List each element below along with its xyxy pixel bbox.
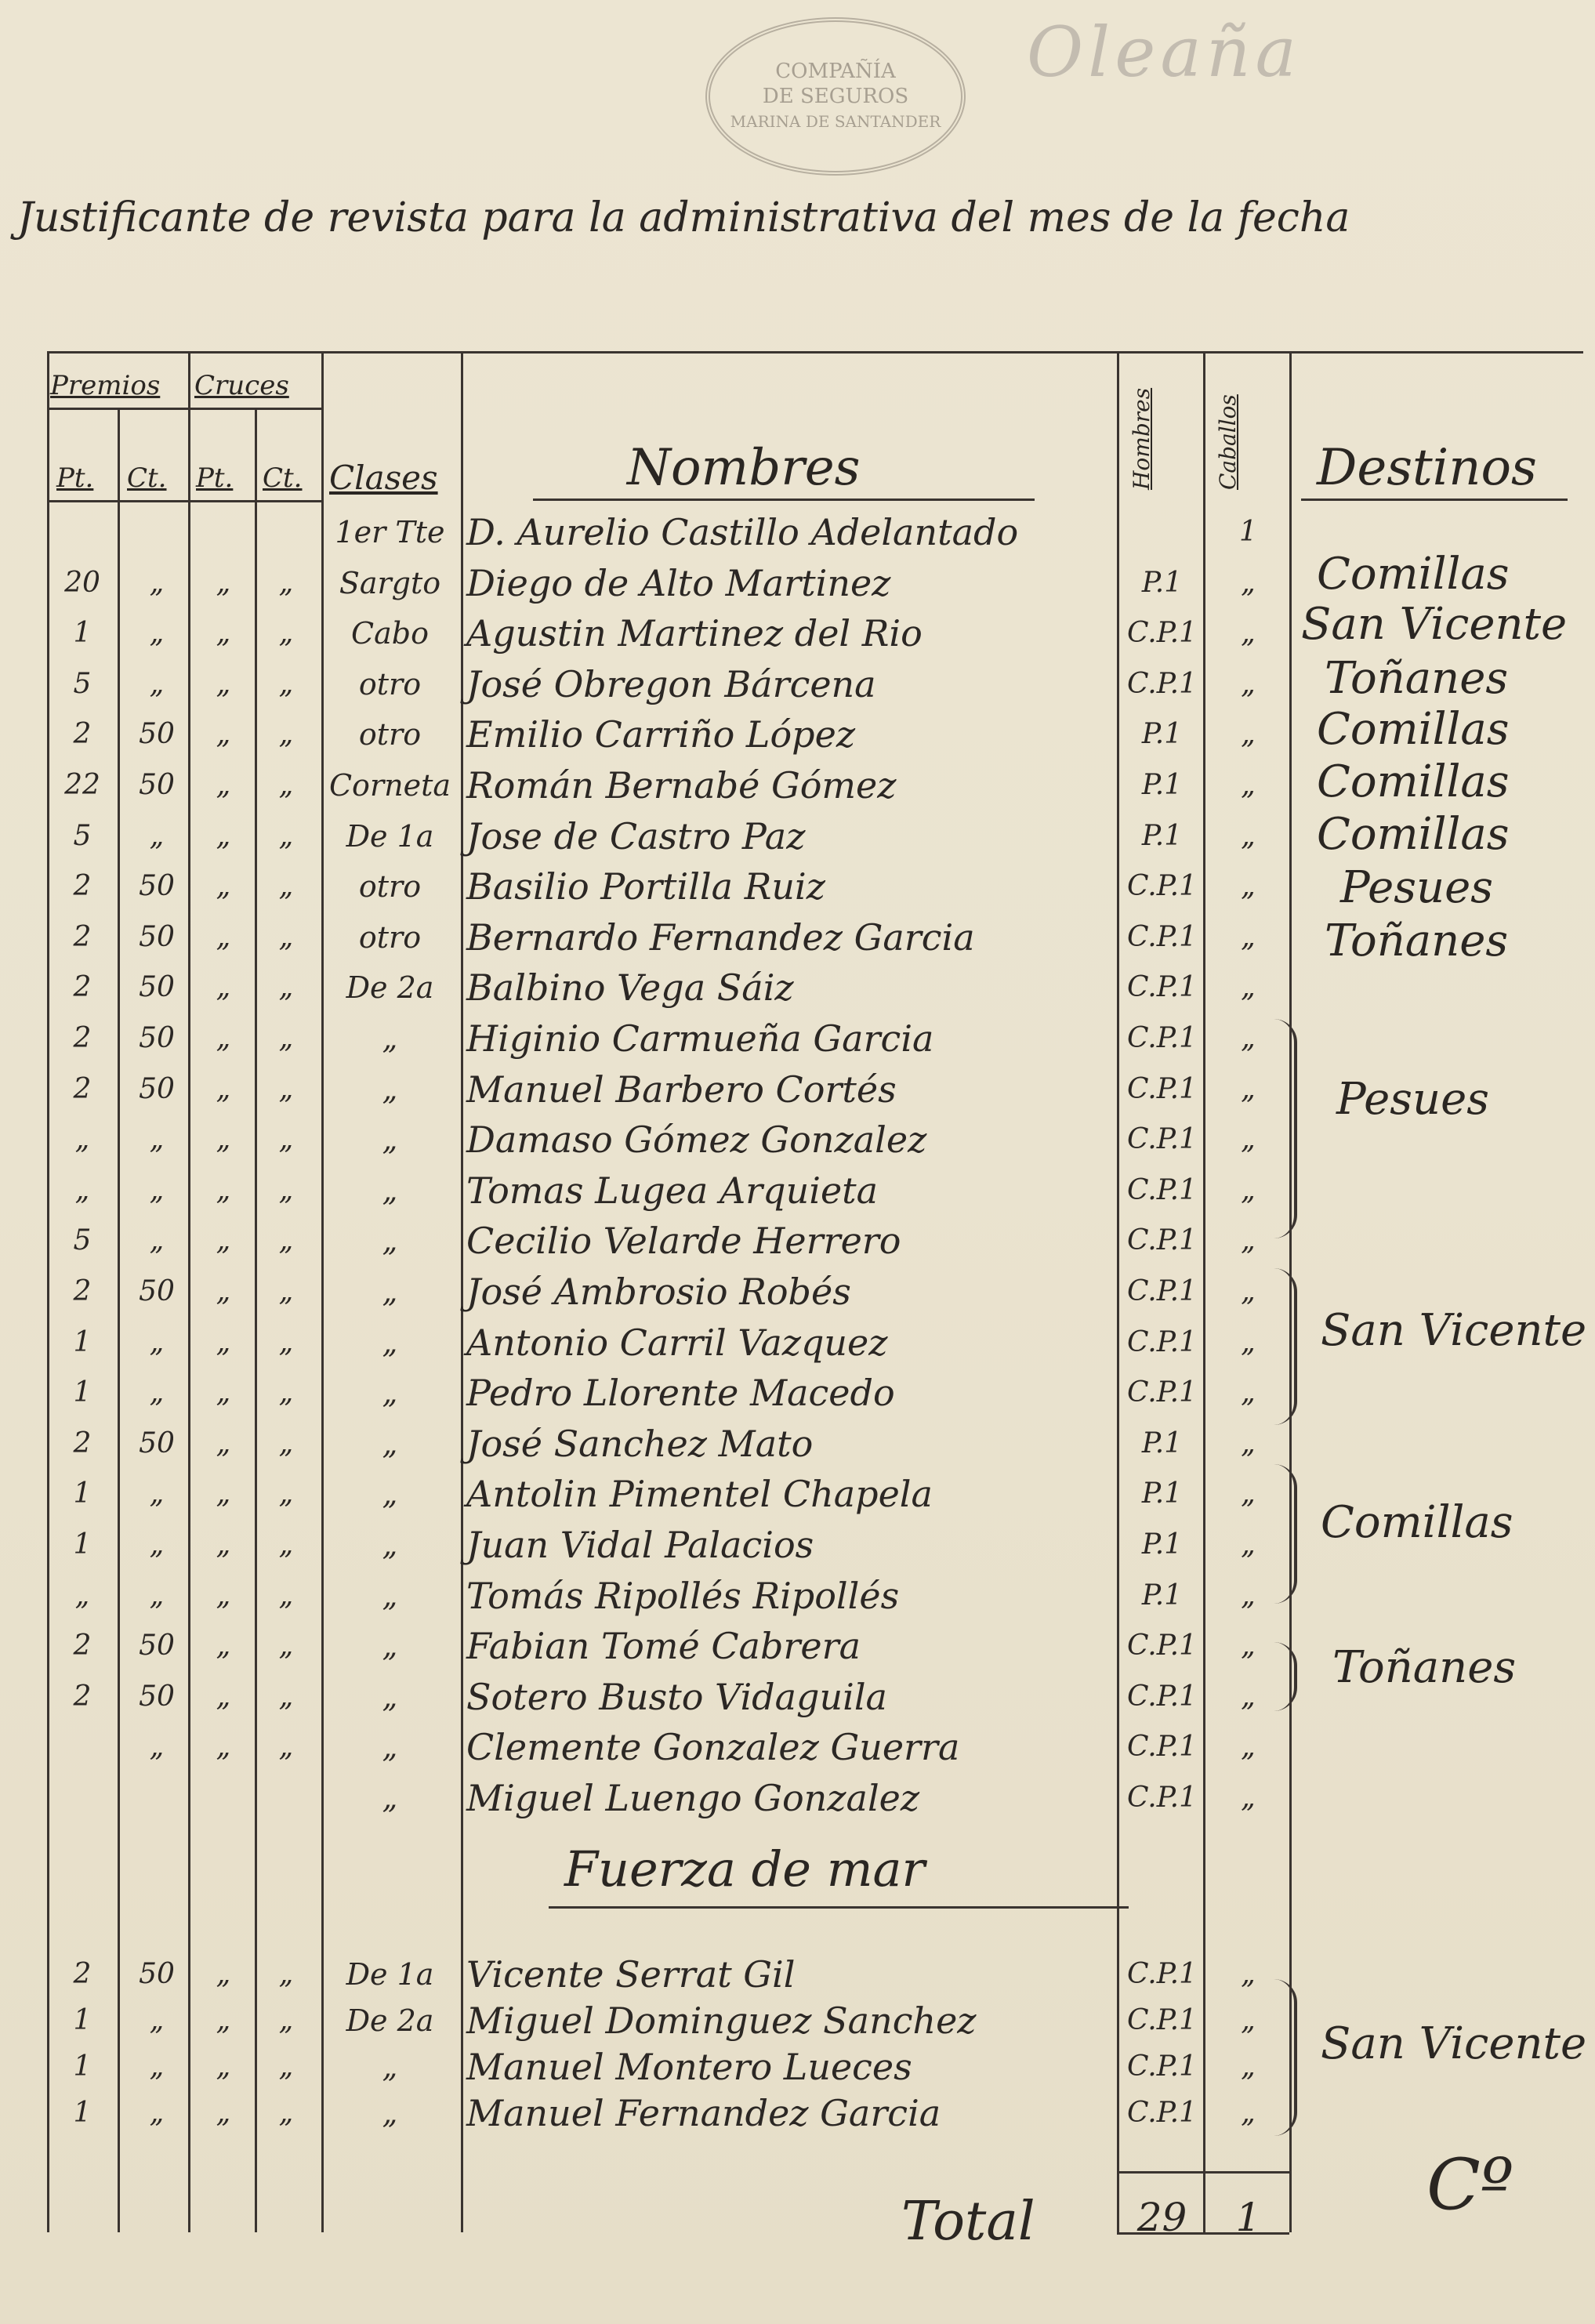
- hombres-cell: P.1: [1141, 1477, 1183, 1510]
- premio-centimos: 50: [139, 1680, 175, 1713]
- nombre-cell: Damaso Gómez Gonzalez: [466, 1118, 927, 1162]
- cruz-centimos: „: [278, 1427, 294, 1459]
- nombre-cell: Pedro Llorente Macedo: [466, 1372, 895, 1415]
- cruz-pesetas: „: [216, 617, 231, 650]
- clase-cell: De 2a: [346, 2003, 434, 2038]
- total-caballos: 1: [1235, 2195, 1261, 2240]
- hombres-cell: C.P.1: [1127, 1630, 1197, 1662]
- cruz-pesetas: „: [216, 920, 231, 953]
- nombre-cell: Antonio Carril Vazquez: [466, 1321, 888, 1364]
- cruz-centimos: „: [278, 1528, 294, 1561]
- clase-cell: otro: [358, 717, 422, 752]
- hombres-cell: C.P.1: [1127, 1731, 1197, 1764]
- cruz-pesetas: „: [216, 1680, 231, 1713]
- premio-centimos: 50: [139, 1275, 175, 1307]
- cruz-pesetas: „: [216, 1022, 231, 1054]
- table-row: [0, 1216, 1595, 1265]
- premio-centimos: 50: [139, 1022, 175, 1054]
- caballos-cell: „: [1241, 1072, 1256, 1105]
- cruz-pesetas: „: [216, 819, 231, 852]
- header-clases: Clases: [329, 459, 438, 497]
- destino-group-label: Toñanes: [1332, 1642, 1517, 1693]
- cruz-centimos: „: [278, 2004, 294, 2036]
- premio-centimos: 50: [139, 971, 175, 1004]
- caballos-cell: „: [1241, 1224, 1256, 1257]
- premio-centimos: „: [149, 2004, 165, 2036]
- cruz-centimos: „: [278, 920, 294, 953]
- group-brace: [1274, 1268, 1297, 1425]
- caballos-cell: „: [1241, 971, 1256, 1004]
- caballos-cell: 1: [1239, 516, 1257, 548]
- header-nombres: Nombres: [627, 439, 861, 497]
- clase-cell: „: [382, 2050, 398, 2084]
- cruz-pesetas: „: [216, 1579, 231, 1612]
- table-top-rule: [47, 351, 1583, 353]
- clase-cell: Corneta: [328, 768, 451, 803]
- premio-pesetas: 2: [73, 1630, 92, 1662]
- cruz-pesetas: „: [216, 566, 231, 599]
- nombre-cell: Vicente Serrat Gil: [466, 1953, 796, 1996]
- premio-centimos: 50: [139, 718, 175, 751]
- hombres-cell: C.P.1: [1127, 1173, 1197, 1206]
- nombre-cell: Clemente Gonzalez Guerra: [466, 1726, 960, 1769]
- destino-label: Toñanes: [1325, 653, 1509, 704]
- premio-centimos: „: [149, 1173, 165, 1206]
- header-ct: Ct.: [263, 462, 303, 494]
- ink-stamp: [705, 17, 966, 176]
- hombres-cell: C.P.1: [1127, 1782, 1197, 1814]
- caballos-cell: „: [1241, 1579, 1256, 1612]
- cruz-pesetas: „: [216, 667, 231, 700]
- cruz-centimos: „: [278, 667, 294, 700]
- header-pt: Pt.: [196, 462, 234, 494]
- caballos-cell: „: [1241, 1325, 1256, 1358]
- caballos-cell: „: [1241, 1630, 1256, 1662]
- table-row: [0, 1572, 1595, 1620]
- clase-cell: „: [382, 1376, 398, 1411]
- cruz-centimos: „: [278, 1731, 294, 1764]
- hombres-cell: C.P.1: [1127, 1680, 1197, 1713]
- premio-centimos: „: [149, 1325, 165, 1358]
- clase-cell: „: [382, 1477, 398, 1512]
- clase-cell: „: [382, 1781, 398, 1815]
- clase-cell: „: [382, 1679, 398, 1714]
- table-row: [0, 963, 1595, 1012]
- header-caballos: Caballos: [1215, 394, 1241, 490]
- cruz-centimos: „: [278, 2050, 294, 2083]
- header-premios: Premios: [50, 370, 161, 401]
- hombres-cell: C.P.1: [1127, 667, 1197, 700]
- premio-centimos: „: [149, 1376, 165, 1409]
- hombres-cell: C.P.1: [1127, 1958, 1197, 1990]
- premio-pesetas: 2: [73, 1022, 92, 1054]
- premio-pesetas: „: [74, 1579, 90, 1612]
- cruz-centimos: „: [278, 1680, 294, 1713]
- hombres-cell: P.1: [1141, 819, 1183, 852]
- cruz-centimos: „: [278, 1224, 294, 1257]
- cruz-centimos: „: [278, 566, 294, 599]
- hombres-cell: C.P.1: [1127, 1072, 1197, 1105]
- caballos-cell: „: [1241, 870, 1256, 903]
- premio-pesetas: 2: [73, 1958, 92, 1990]
- premio-centimos: 50: [139, 1072, 175, 1105]
- clase-cell: „: [382, 1173, 398, 1208]
- destino-label: Pesues: [1340, 862, 1493, 913]
- destino-label: San Vicente: [1301, 599, 1568, 650]
- nombre-cell: D. Aurelio Castillo Adelantado: [466, 511, 1019, 553]
- section-subheading: Fuerza de mar: [564, 1840, 926, 1898]
- premio-pesetas: 2: [73, 870, 92, 903]
- hombres-cell: C.P.1: [1127, 1022, 1197, 1054]
- pencil-note: Oleaña: [1027, 12, 1301, 92]
- hombres-cell: C.P.1: [1127, 870, 1197, 903]
- caballos-cell: „: [1241, 819, 1256, 852]
- premios-rule: [47, 408, 321, 410]
- nombre-cell: Jose de Castro Paz: [466, 814, 806, 857]
- header-destinos: Destinos: [1317, 439, 1537, 497]
- header-hombres: Hombres: [1129, 387, 1155, 490]
- document-title: Justificante de revista para la administrativa del mes de la fecha: [17, 194, 1350, 241]
- nombre-cell: Cecilio Velarde Herrero: [466, 1220, 901, 1263]
- premio-pesetas: 2: [73, 971, 92, 1004]
- premio-centimos: „: [149, 819, 165, 852]
- caballos-cell: „: [1241, 1731, 1256, 1764]
- premio-pesetas: 1: [73, 2097, 92, 2129]
- hombres-cell: C.P.1: [1127, 1325, 1197, 1358]
- hombres-cell: C.P.1: [1127, 1224, 1197, 1257]
- cruz-centimos: „: [278, 1579, 294, 1612]
- nombre-cell: Miguel Dominguez Sanchez: [466, 2000, 977, 2042]
- table-row: [0, 1950, 1595, 1999]
- caballos-cell: „: [1241, 1528, 1256, 1561]
- premio-centimos: „: [149, 2050, 165, 2083]
- header-rule: [47, 500, 321, 502]
- stamp-line: DE SEGUROS: [762, 85, 909, 108]
- clase-cell: „: [382, 1730, 398, 1765]
- destino-group-label: San Vicente: [1321, 1305, 1587, 1356]
- destinos-underline: [1301, 499, 1568, 501]
- cruz-pesetas: „: [216, 1173, 231, 1206]
- clase-cell: otro: [358, 919, 422, 955]
- premio-pesetas: 1: [73, 1528, 92, 1561]
- caballos-cell: „: [1241, 1275, 1256, 1307]
- clase-cell: „: [382, 1071, 398, 1107]
- caballos-cell: „: [1241, 920, 1256, 953]
- premio-pesetas: 2: [73, 1072, 92, 1105]
- premio-centimos: „: [149, 1123, 165, 1156]
- premio-pesetas: „: [74, 1173, 90, 1206]
- cruz-pesetas: „: [216, 1427, 231, 1459]
- premio-centimos: „: [149, 1477, 165, 1510]
- cruz-pesetas: „: [216, 1275, 231, 1307]
- clase-cell: „: [382, 1325, 398, 1360]
- destino-label: Comillas: [1317, 704, 1510, 755]
- caballos-cell: „: [1241, 1022, 1256, 1054]
- hombres-cell: C.P.1: [1127, 1123, 1197, 1156]
- premio-pesetas: 5: [73, 819, 92, 852]
- clase-cell: De 1a: [346, 1957, 434, 1992]
- caballos-cell: „: [1241, 667, 1256, 700]
- hombres-cell: C.P.1: [1127, 1275, 1197, 1307]
- caballos-cell: „: [1241, 1123, 1256, 1156]
- group-brace: [1274, 1019, 1297, 1238]
- cruz-centimos: „: [278, 718, 294, 751]
- clase-cell: „: [382, 2096, 398, 2130]
- cruz-centimos: „: [278, 1022, 294, 1054]
- premio-pesetas: 1: [73, 2004, 92, 2036]
- cruz-pesetas: „: [216, 870, 231, 903]
- nombre-cell: Fabian Tomé Cabrera: [466, 1625, 861, 1668]
- total-hombres: 29: [1136, 2195, 1187, 2240]
- caballos-cell: „: [1241, 2050, 1256, 2083]
- cruz-pesetas: „: [216, 1630, 231, 1662]
- cruz-pesetas: „: [216, 2004, 231, 2036]
- cruz-centimos: „: [278, 1173, 294, 1206]
- caballos-cell: „: [1241, 1376, 1256, 1409]
- table-row: [0, 1774, 1595, 1822]
- cruz-centimos: „: [278, 1325, 294, 1358]
- caballos-cell: „: [1241, 1173, 1256, 1206]
- cruz-pesetas: „: [216, 2097, 231, 2129]
- cruz-centimos: „: [278, 1477, 294, 1510]
- nombre-cell: Emilio Carriño López: [466, 713, 856, 756]
- header-ct: Ct.: [127, 462, 167, 494]
- table-row: [0, 1369, 1595, 1417]
- premio-pesetas: 2: [73, 718, 92, 751]
- nombre-cell: Manuel Barbero Cortés: [466, 1068, 897, 1111]
- stamp-line: MARINA DE SANTANDER: [730, 112, 941, 131]
- cruz-pesetas: „: [216, 1376, 231, 1409]
- cruz-pesetas: „: [216, 1325, 231, 1358]
- nombre-cell: Diego de Alto Martinez: [466, 561, 891, 604]
- premio-centimos: 50: [139, 920, 175, 953]
- nombres-underline: [533, 499, 1035, 501]
- clase-cell: otro: [358, 666, 422, 702]
- premio-centimos: 50: [139, 769, 175, 801]
- nombre-cell: Bernardo Fernandez Garcia: [466, 915, 975, 959]
- caballos-cell: „: [1241, 617, 1256, 650]
- premio-centimos: „: [149, 1528, 165, 1561]
- caballos-cell: „: [1241, 1477, 1256, 1510]
- nombre-cell: José Sanchez Mato: [466, 1422, 814, 1465]
- total-label: Total: [901, 2191, 1035, 2253]
- clase-cell: otro: [358, 869, 422, 905]
- clase-cell: Sargto: [339, 565, 441, 600]
- premio-centimos: 50: [139, 1630, 175, 1662]
- signature: Cº: [1426, 2144, 1514, 2226]
- cruz-pesetas: „: [216, 1958, 231, 1990]
- group-brace: [1274, 1979, 1297, 2136]
- destino-label: Comillas: [1317, 549, 1510, 600]
- cruz-pesetas: „: [216, 971, 231, 1004]
- clase-cell: „: [382, 1224, 398, 1259]
- nombre-cell: Manuel Fernandez Garcia: [466, 2092, 941, 2134]
- cruz-centimos: „: [278, 1275, 294, 1307]
- premio-pesetas: 2: [73, 1427, 92, 1459]
- cruz-centimos: „: [278, 819, 294, 852]
- premio-pesetas: 1: [73, 2050, 92, 2083]
- hombres-cell: C.P.1: [1127, 971, 1197, 1004]
- clase-cell: Cabo: [351, 616, 429, 651]
- hombres-cell: P.1: [1141, 1528, 1183, 1561]
- cruz-centimos: „: [278, 1123, 294, 1156]
- premio-centimos: „: [149, 2097, 165, 2129]
- premio-pesetas: 2: [73, 1680, 92, 1713]
- cruz-pesetas: „: [216, 1224, 231, 1257]
- table-row: [0, 1166, 1595, 1215]
- nombre-cell: Juan Vidal Palacios: [466, 1524, 814, 1566]
- cruz-centimos: „: [278, 2097, 294, 2129]
- destino-group-label: Pesues: [1336, 1074, 1489, 1125]
- premio-centimos: „: [149, 1731, 165, 1764]
- clase-cell: 1er Tte: [335, 515, 445, 549]
- premio-centimos: „: [149, 1579, 165, 1612]
- premio-pesetas: 1: [73, 1477, 92, 1510]
- clase-cell: De 2a: [346, 970, 434, 1006]
- clase-cell: „: [382, 1021, 398, 1056]
- premio-centimos: 50: [139, 870, 175, 903]
- cruz-centimos: „: [278, 617, 294, 650]
- cruz-pesetas: „: [216, 718, 231, 751]
- destino-label: Toñanes: [1325, 915, 1509, 966]
- clase-cell: „: [382, 1274, 398, 1309]
- total-rule-top: [1117, 2171, 1289, 2174]
- hombres-cell: P.1: [1141, 769, 1183, 801]
- subheading-underline: [549, 1906, 1129, 1909]
- group-brace: [1274, 1464, 1297, 1604]
- nombre-cell: Basilio Portilla Ruiz: [466, 865, 825, 908]
- hombres-cell: P.1: [1141, 1579, 1183, 1612]
- cruz-centimos: „: [278, 870, 294, 903]
- nombre-cell: Tomas Lugea Arquieta: [466, 1169, 879, 1212]
- table-row: [0, 1014, 1595, 1063]
- hombres-cell: C.P.1: [1127, 920, 1197, 953]
- nombre-cell: José Ambrosio Robés: [466, 1271, 851, 1313]
- nombre-cell: Manuel Montero Lueces: [466, 2046, 912, 2088]
- header-pt: Pt.: [56, 462, 94, 494]
- hombres-cell: P.1: [1141, 1427, 1183, 1459]
- hombres-cell: P.1: [1141, 718, 1183, 751]
- premio-centimos: „: [149, 617, 165, 650]
- hombres-cell: P.1: [1141, 566, 1183, 599]
- premio-centimos: 50: [139, 1427, 175, 1459]
- nombre-cell: Tomás Ripollés Ripollés: [466, 1574, 900, 1617]
- cruz-pesetas: „: [216, 1731, 231, 1764]
- caballos-cell: „: [1241, 2097, 1256, 2129]
- premio-centimos: „: [149, 566, 165, 599]
- caballos-cell: „: [1241, 566, 1256, 599]
- header-cruces: Cruces: [194, 370, 289, 401]
- hombres-cell: C.P.1: [1127, 2050, 1197, 2083]
- cruz-pesetas: „: [216, 769, 231, 801]
- cruz-pesetas: „: [216, 1528, 231, 1561]
- clase-cell: „: [382, 1122, 398, 1158]
- hombres-cell: C.P.1: [1127, 2097, 1197, 2129]
- premio-pesetas: 2: [73, 920, 92, 953]
- cruz-pesetas: „: [216, 2050, 231, 2083]
- hombres-cell: C.P.1: [1127, 1376, 1197, 1409]
- hombres-cell: C.P.1: [1127, 2004, 1197, 2036]
- caballos-cell: „: [1241, 2004, 1256, 2036]
- cruz-pesetas: „: [216, 1477, 231, 1510]
- table-row: [0, 1723, 1595, 1771]
- destino-label: Comillas: [1317, 809, 1510, 860]
- destino-group-label: San Vicente: [1321, 2018, 1587, 2069]
- premio-pesetas: 5: [73, 1224, 92, 1257]
- cruz-centimos: „: [278, 1958, 294, 1990]
- destino-label: Comillas: [1317, 756, 1510, 807]
- nombre-cell: Sotero Busto Vidaguila: [466, 1675, 887, 1718]
- premio-centimos: „: [149, 667, 165, 700]
- clase-cell: „: [382, 1578, 398, 1613]
- cruz-centimos: „: [278, 769, 294, 801]
- nombre-cell: José Obregon Bárcena: [466, 662, 876, 705]
- caballos-cell: „: [1241, 1680, 1256, 1713]
- table-row: [0, 1419, 1595, 1468]
- premio-pesetas: 2: [73, 1275, 92, 1307]
- nombre-cell: Higinio Carmueña Garcia: [466, 1017, 934, 1060]
- destino-group-label: Comillas: [1321, 1497, 1513, 1548]
- premio-pesetas: 5: [73, 667, 92, 700]
- caballos-cell: „: [1241, 1782, 1256, 1814]
- premio-pesetas: 22: [64, 769, 100, 801]
- nombre-cell: Balbino Vega Sáiz: [466, 966, 794, 1010]
- nombre-cell: Miguel Luengo Gonzalez: [466, 1777, 920, 1819]
- cruz-centimos: „: [278, 1630, 294, 1662]
- caballos-cell: „: [1241, 1427, 1256, 1459]
- nombre-cell: Román Bernabé Gómez: [466, 764, 897, 807]
- cruz-pesetas: „: [216, 1123, 231, 1156]
- clase-cell: „: [382, 1528, 398, 1562]
- cruz-centimos: „: [278, 1072, 294, 1105]
- nombre-cell: Agustin Martinez del Rio: [466, 612, 923, 655]
- nombre-cell: Antolin Pimentel Chapela: [466, 1473, 933, 1516]
- hombres-cell: C.P.1: [1127, 617, 1197, 650]
- cruz-centimos: „: [278, 1376, 294, 1409]
- stamp-line: COMPAÑÍA: [775, 60, 896, 83]
- clase-cell: „: [382, 1426, 398, 1461]
- premio-centimos: 50: [139, 1958, 175, 1990]
- clase-cell: De 1a: [346, 818, 434, 854]
- caballos-cell: „: [1241, 718, 1256, 751]
- premio-pesetas: „: [74, 1123, 90, 1156]
- premio-pesetas: 1: [73, 617, 92, 650]
- premio-centimos: „: [149, 1224, 165, 1257]
- premio-pesetas: 1: [73, 1325, 92, 1358]
- cruz-centimos: „: [278, 971, 294, 1004]
- table-row: [0, 2089, 1595, 2137]
- caballos-cell: „: [1241, 1958, 1256, 1990]
- clase-cell: „: [382, 1629, 398, 1664]
- caballos-cell: „: [1241, 769, 1256, 801]
- premio-pesetas: 1: [73, 1376, 92, 1409]
- premio-pesetas: 20: [64, 566, 100, 599]
- cruz-pesetas: „: [216, 1072, 231, 1105]
